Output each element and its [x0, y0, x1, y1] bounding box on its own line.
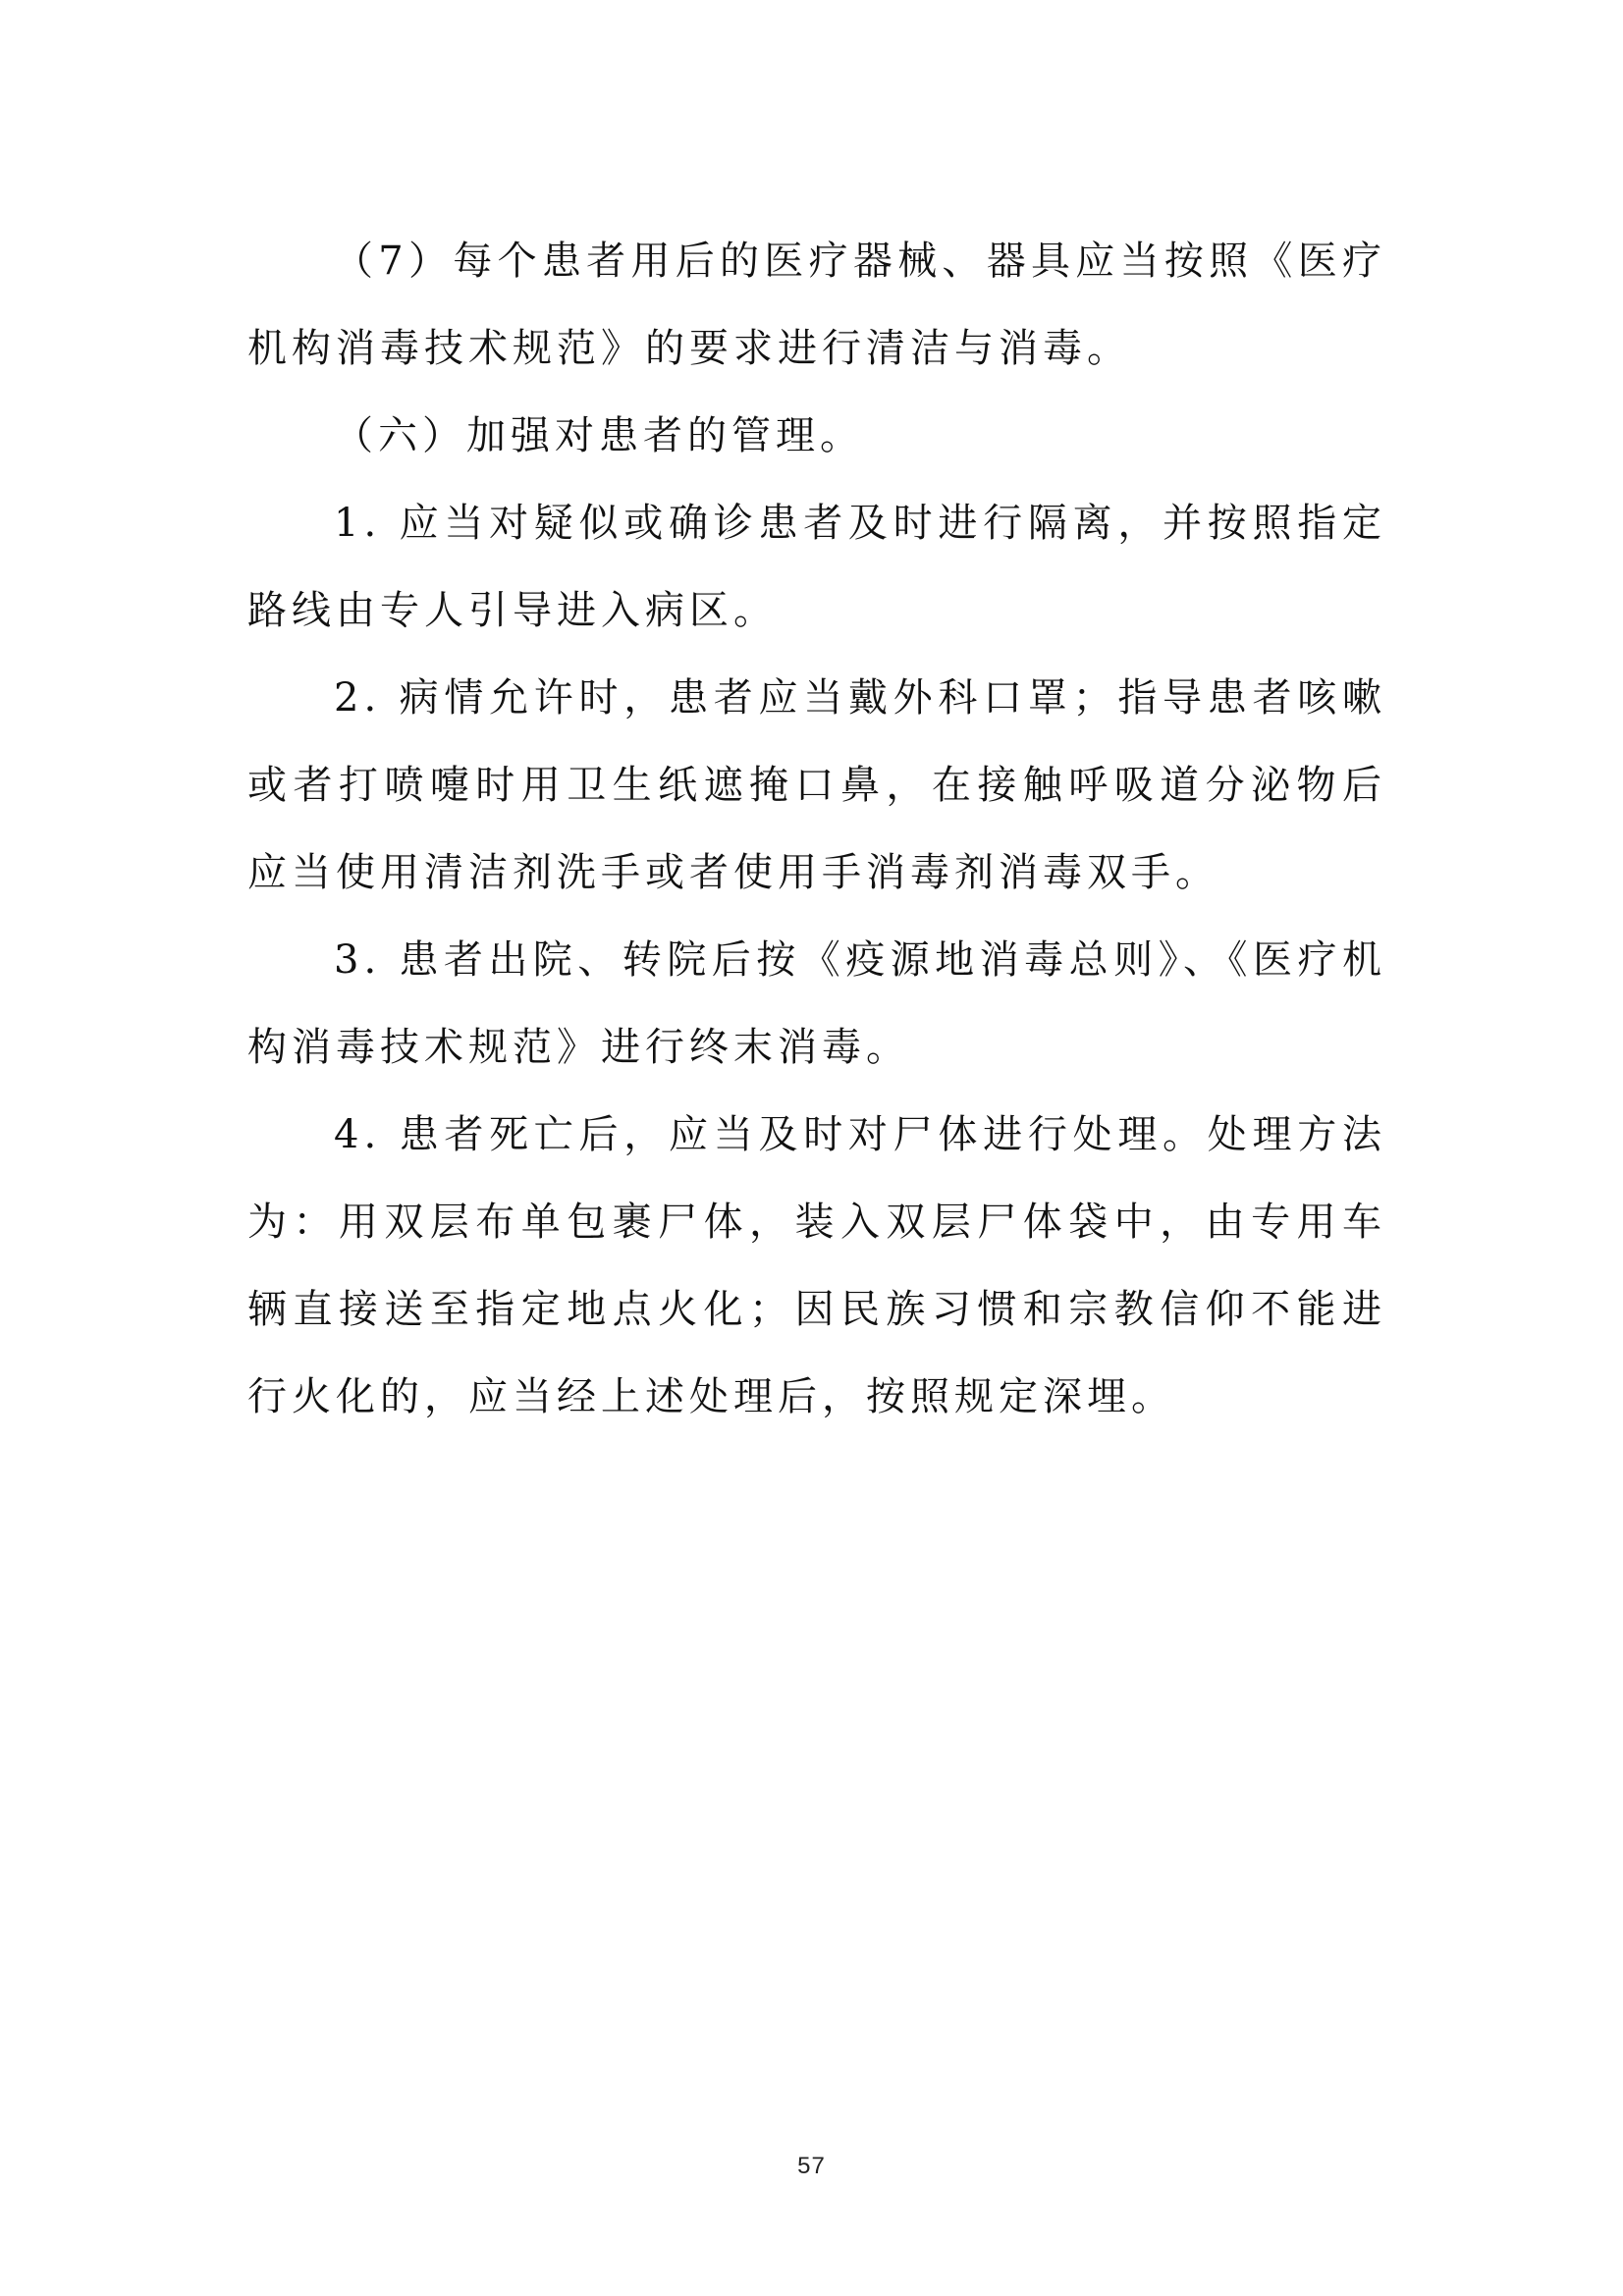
page-number: 57 — [797, 2153, 826, 2179]
paragraph-medical-equipment-disinfection: （7）每个患者用后的医疗器械、器具应当按照《医疗机构消毒技术规范》的要求进行清洁与消毒。 — [247, 239, 1386, 371]
section-heading-patient-management: （六）加强对患者的管理。 — [334, 413, 864, 458]
paragraph-isolation: 1. 应当对疑似或确诊患者及时进行隔离，并按照指定路线由专人引导进入病区。 — [247, 501, 1386, 633]
paragraph-masks-hand-hygiene: 2. 病情允许时，患者应当戴外科口罩；指导患者咳嗽或者打喷嚏时用卫生纸遮掩口鼻，在接触呼吸道分泌物后应当使用清洁剂洗手或者使用手消毒剂消毒双手。 — [247, 675, 1386, 895]
document-body — [247, 218, 1386, 1441]
paragraph-deceased-handling: 4. 患者死亡后，应当及时对尸体进行处理。处理方法为：用双层布单包裹尸体，装入双层尸体袋中，由专用车辆直接送至指定地点火化；因民族习惯和宗教信仰不能进行火化的，应当经上述处理后，按照规定深埋。 — [247, 1112, 1386, 1419]
paragraph-terminal-disinfection: 3. 患者出院、转院后按《疫源地消毒总则》、《医疗机构消毒技术规范》进行终末消毒。 — [247, 937, 1386, 1070]
